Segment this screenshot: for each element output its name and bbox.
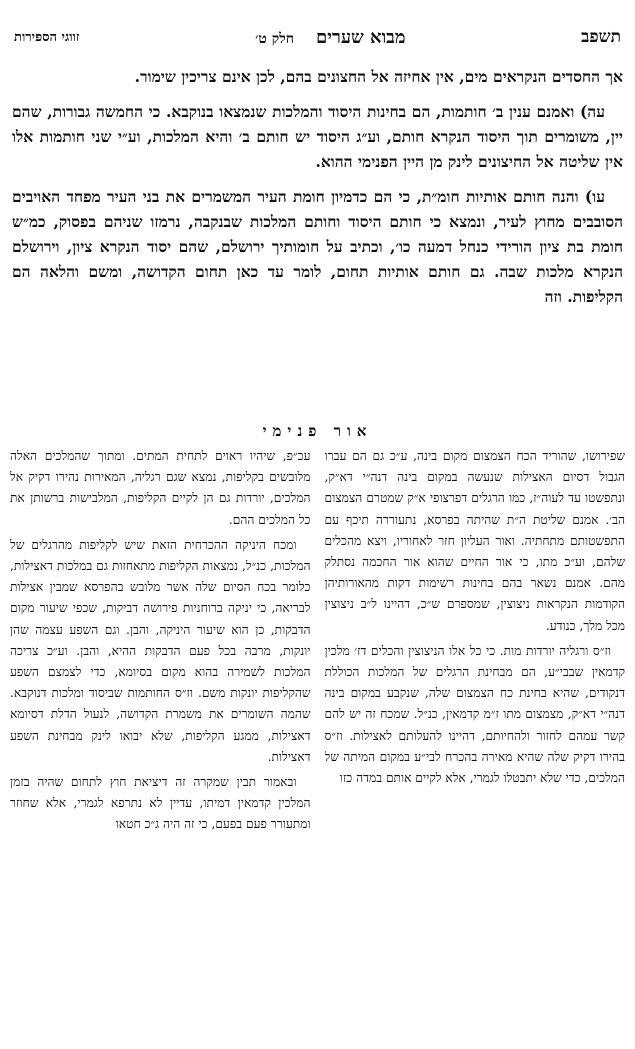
part-label: חלק ט׳ [255,30,295,47]
commentary-paragraph: ומכח היניקה ההכרחית הזאת שיש לקליפות מהרגלים של המלכות, כנ״ל, נמצאות הקליפות מתאחזות גם במלכות דאצילות, כלומר בכח הסיום שלה אשר מלובש בהפרסא שמבין אצילות לבריאה, כי יניקה ברוחניות פירושה דביקות, שכפי שיעור מקום הדבקות, כן הוא שיעור היניקה, והבן. וגם השפע עצמה שהן יונקות, מרבה בכל פעם הדבקות ההיא, והבן. וע״כ צריכה המלכות לשמירה בהוא מקום בסיומא, כדי לצמצם השפע שהקליפות יונקות משם. וז״ס החותמות שביסוד ומלכות דנוקבא. שהמה השומרים את משמרת הקדושה, לנעול הדלת דסיומא דאצילות, ממגע הקליפות, שלא יבואו לינק מבחינת השפע דאצילות. [10,537,311,764]
commentary-left-column [10,446,311,1041]
commentary-paragraph: וז״ס ורגליה יורדות מות. כי כל אלו הניצוצין והכלים דז׳ מלכין קדמאין שבבי״ע, הם מבחינת הרגלים של המלכות הכוללת דנקודים, שהיא בחינת כח הצמצום שלה, שנקבע במקום בינה דנה״י דא״ק, מצמצום מתו ז״מ קדמאין, כנ״ל. שמכח זה יש להם קשר עמהם לחזור ולהחיותם, דהיינו להעלותם לאצילות. וז״ס בהירו דקיק שלה שהיא מאירה בהכרח לבי״ע במקום המיתה של המלכים, כדי שלא יתבטלו לגמרי, אלא לקיים אותם במדה כזו [324,643,625,786]
commentary-paragraph: עכ״פ, שיהיו ראוים לתחית המתים. ומתוך שהמלכים האלה מלובשים בקליפות, נמצא שגם רגליה, המאירות נהירו דקיק אל המלכים, יורדות גם הן לקיים הקליפות, המלבישות ברשותן את כל המלכים ההם. [10,449,311,527]
commentary-columns [10,446,625,1041]
section-title: זווגי הספירות [14,30,80,45]
page-header [14,24,621,50]
book-title: מבוא שערים [316,26,406,48]
commentary-right-column [325,446,626,1041]
commentary-paragraph: ובאמור תבין שמקרה זה דיציאת חוץ לתחום שהיה בזמן המלכין קדמאין דמיתו, עדיין לא נתרפא לגמרי, אלא שחוזר ומתעורר פעם בפעם, כי זה היה ג״כ חטאו [10,775,311,832]
main-paragraph: אך החסדים הנקראים מים, אין אחיזה אל החצונים בהם, לכן אינם צריכין שימור. [134,67,623,86]
commentary-title: אור פנימי [262,422,373,440]
running-title [255,27,405,48]
commentary-paragraph: שפירושו, שהוריד הכח הצמצום מקום בינה, ע״כ גם הם עברו הגבול דסיום האצילות שנעשה במקום בינה דנה״י דא״ק, ונתפשטו עד לעוה״ז, כמו הרגלים דפרצופי א״ק שמטרם הצמצום הב׳. אמנם שליטת ה״ת שהיתה בפרסא, נתעוררה תיכף עם התפשטותם מתחתיה. ואור העליון חזר לאחוריו, ויצא מהכלים שלהם, וע״כ מתו, כי אור החיים שהוא אור החכמה נסתלק מהם. אמנם נשאר בהם בחינות רשימות דקות מהאורותיהן הקודמות הנקראות ניצוצין, שמספרם ש״כ, דהיינו ל״ב ניצוצין מכל מלך, כנודע. [324,449,625,633]
main-paragraph: עה) ואמנם ענין ב׳ חותמות, הם בחינות היסוד והמלכות שנמצאו בנוקבא. כי החמשה גבורות, שהם יין, משומרים תוך היסוד הנקרא חותם, וע״ג היסוד יש חותם ב׳ והיא המלכות, וע״י שני חותמות אלו אין שליטה אל החיצונים לינק מן היין הפנימי ההוא. [12,102,623,171]
main-paragraph: עו) והנה חותם אותיות חומ״ת, כי הם כדמיון חומת העיר המשמרים את בני העיר מפחד האויבים הסובבים מחוץ לעיר, ונמצא כי חותם היסוד וחותם המלכות שבנקבה, נרמזו שניהם בפסוק, כמ״ש חומת בת ציון הורידי כנחל דמעה כו׳, וכתיב על חומותיך ירושלם, שהם יסוד הנקרא ציון, וירושלם הנקרא מלכות שבה. גם חותם אותיות תחום, לומר עד כאן תחום הקדושה, ומשם והלאה הם הקליפות. וזה [12,187,623,306]
main-text [12,64,623,319]
page-number: תשפב [581,27,621,47]
